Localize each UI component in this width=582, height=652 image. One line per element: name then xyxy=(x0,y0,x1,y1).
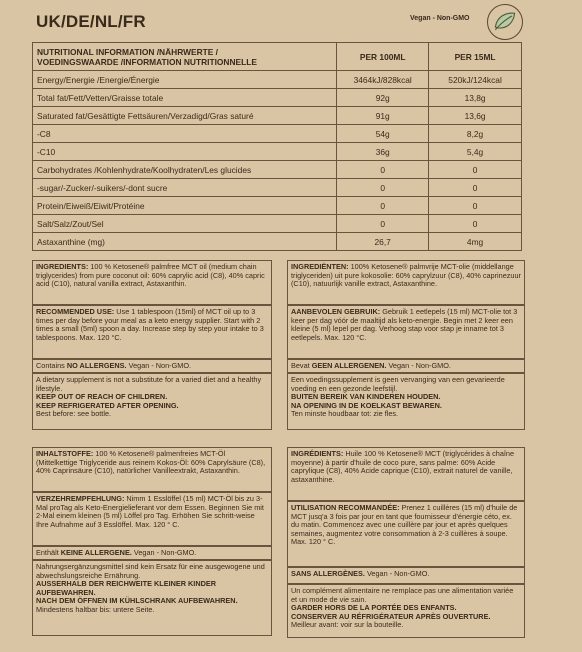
table-row: Energy/Energie /Energie/Énergie 3464kJ/828kcal 520kJ/124kcal xyxy=(33,71,522,89)
table-row: Total fat/Fett/Vetten/Graisse totale 92g 13,8g xyxy=(33,89,522,107)
nl-warnings: Een voedingssupplement is geen vervanging van een gevarieerde voeding en een gezonde leefstijl. BUITEN BEREIK VAN KINDEREN HOUDEN. NA OPENING IN DE KOELKAST BEWAREN. Ten minste houdbaar tot: zie fles. xyxy=(287,373,525,430)
table-row: Salt/Salz/Zout/Sel 0 0 xyxy=(33,215,522,233)
leaf-icon xyxy=(487,4,523,40)
de-recommended-use: VERZEHREMPFEHLUNG: Nimm 1 Esslöffel (15 ml) MCT-Öl bis zu 3-Mal proTag als Keto-Energielieferant vor dem Essen. Beginnen Sie mit 2-Mal einem kleinen (5 ml) Löffel pro Tag. Erhöhen Sie schritt-weise Ihre Aufnahme auf 3 Esslöffel. Max. 120 ° C. xyxy=(32,492,272,546)
nl-allergens: Bevat GEEN ALLERGENEN. Vegan - Non-GMO. xyxy=(287,359,525,373)
de-warnings: Nahrungsergänzungsmittel sind kein Ersatz für eine ausgewogene und abwechslungsreiche Ernährung. AUSSERHALB DER REICHWEITE KLEINER KINDER AUFBEWAHREN. NACH DEM ÖFFNEN IM KÜHLSCHRANK AUFBEWAHREN. Mindestens haltbar bis: untere Seite. xyxy=(32,560,272,636)
table-row: Astaxanthine (mg) 26,7 4mg xyxy=(33,233,522,251)
table-row: Saturated fat/Gesättigte Fettsäuren/Verzadigd/Gras saturé 91g 13,6g xyxy=(33,107,522,125)
fr-recommended-use: UTILISATION RECOMMANDÉE: Prenez 1 cuillères (15 ml) d'huile de MCT jusq'a 3 fois par jour en tant que fournisseur d'énergie céto, ex. du matin. Commencez avec une cuillère par jour et après quelques semaines, augmentez votre consommation à 2-3 cuillères à soupe. Max. 120 ° C. xyxy=(287,501,525,567)
table-header-per15: PER 15ML xyxy=(429,43,522,71)
fr-warnings: Un complément alimentaire ne remplace pas une alimentation variée et un mode de vie sain. GARDER HORS DE LA PORTÉE DES ENFANTS. CONSERVER AU RÉFRIGÉRATEUR APRÈS OUVERTURE. Meilleur avant: voir sur la bouteille. xyxy=(287,584,525,638)
en-ingredients: INGREDIENTS: 100 % Ketosene® palmfree MCT oil (medium chain triglycerides) from pure coconut oil: 60% caprylic acid (C8), 40% capric acid (C10), natural vanilla extract, Astaxanthin. xyxy=(32,260,272,305)
en-allergens: Contains NO ALLERGENS. Vegan - Non-GMO. xyxy=(32,359,272,373)
fr-ingredients: INGRÉDIENTS: Huile 100 % Ketosene® MCT (triglycérides à chaîne moyenne) à partir d'huile de coco pure, sans palme: 60% Acide caprylique (C8), 40% Acide caprique (C10), extrait naturel de vanille, astaxanthine. xyxy=(287,447,525,501)
fr-allergens: SANS ALLERGÈNES. Vegan - Non-GMO. xyxy=(287,567,525,584)
nl-ingredients: INGREDIËNTEN: 100% Ketosene® palmvrije MCT-olie (middellange triglyceriden) uit pure kokosolie: 60% caprylzuur (C8), 40% caprinezuur (C10), natuurlijk vanille extract, Astaxanthine. xyxy=(287,260,525,305)
nutrition-table xyxy=(32,42,522,251)
nl-recommended-use: AANBEVOLEN GEBRUIK: Gebruik 1 eetlepels (15 ml) MCT-olie tot 3 keer per dag vóór de maaltijd als keto-energie. Begin met 2 keer een kleine (5 ml) lepel per dag. Verhoog stap voor stap je inname tot 3 eetlepels. Max. 120 °C. xyxy=(287,305,525,359)
en-recommended-use: RECOMMENDED USE: Use 1 tablespoon (15ml) of MCT oil up to 3 times per day before your meal as a keto energy supplier. Start with 2 times a small (5ml) spoon a day. Increase step by step your intake to 3 tablespoons. Max. 120 °C. xyxy=(32,305,272,359)
table-header-label: NUTRITIONAL INFORMATION /NÄHRWERTE / VOEDINGSWAARDE /INFORMATION NUTRITIONNELLE xyxy=(33,43,337,71)
table-row: Carbohydrates /Kohlenhydrate/Koolhydraten/Les glucides 0 0 xyxy=(33,161,522,179)
table-row: Protein/Eiweiß/Eiwit/Protéine 0 0 xyxy=(33,197,522,215)
table-header-per100: PER 100ML xyxy=(337,43,429,71)
vegan-label: Vegan - Non-GMO xyxy=(410,15,470,22)
table-row: -C10 36g 5,4g xyxy=(33,143,522,161)
de-allergens: Enthält KEINE ALLERGENE. Vegan - Non-GMO. xyxy=(32,546,272,560)
table-row: -C8 54g 8,2g xyxy=(33,125,522,143)
page-title: UK/DE/NL/FR xyxy=(36,12,146,31)
table-row: -sugar/-Zucker/-suikers/-dont sucre 0 0 xyxy=(33,179,522,197)
table-header-row xyxy=(33,43,522,71)
en-warnings: A dietary supplement is not a substitute for a varied diet and a healthy lifestyle. KEEP OUT OF REACH OF CHILDREN. KEEP REFRIGERATED AFTER OPENING. Best before: see bottle. xyxy=(32,373,272,430)
de-ingredients: INHALTSTOFFE: 100 % Ketosene® palmenfreies MCT-Öl (Mittelkettige Triglyceride aus reinem Kokos-Öl: 60% Caprylsäure (C8), 40% Caprinsäure (C10), natürlicher Vanilleextrakt, Astaxanthin. xyxy=(32,447,272,492)
